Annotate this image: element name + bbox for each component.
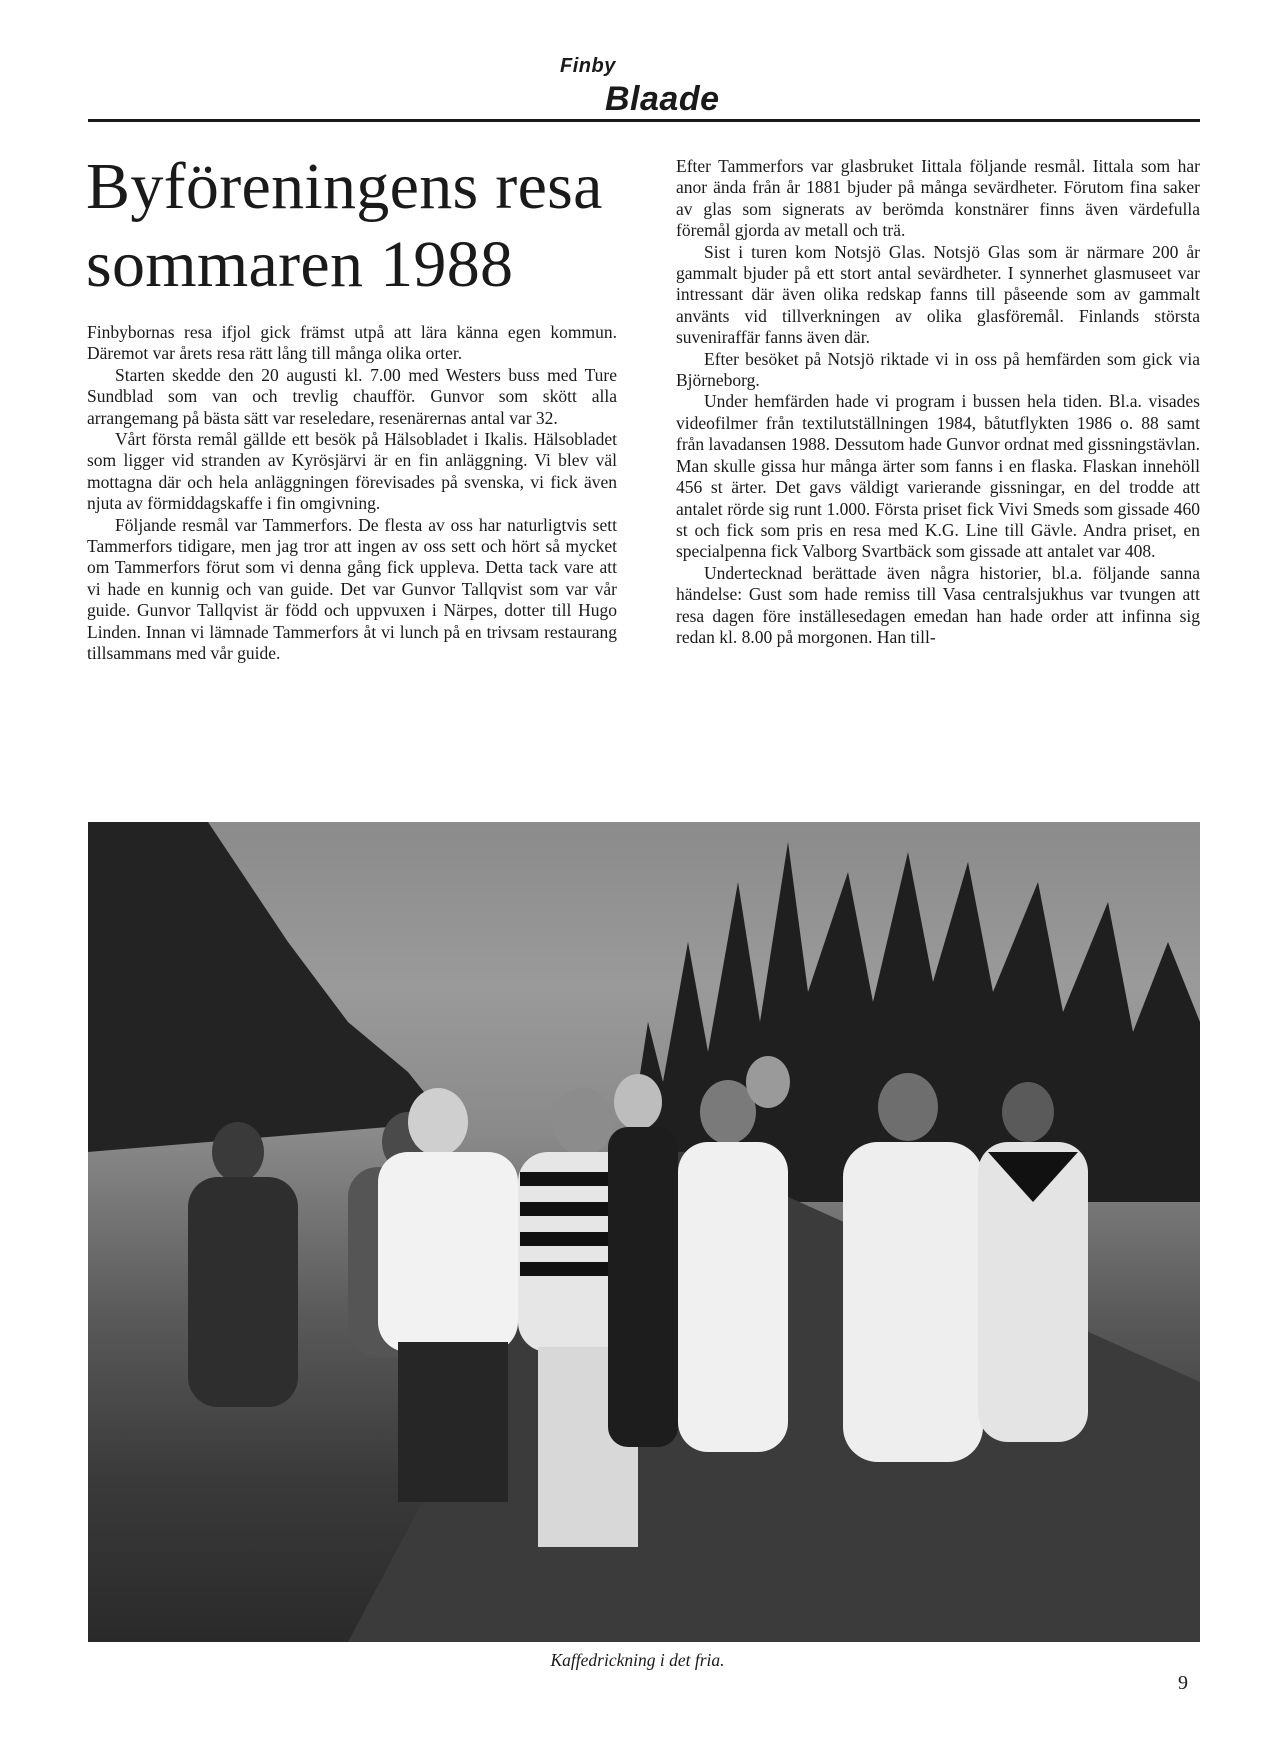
paragraph: Undertecknad berättade även några historier, bl.a. följande sanna händelse: Gust som hade remiss till Vasa centralsjukhus var tvungen att resa dagen före inställesedagen emedan han hade order att infinna sig redan kl. 8.00 på morgonen. Han till- — [676, 562, 1200, 647]
paragraph: Följande resmål var Tammerfors. De flesta av oss har naturligtvis sett Tammerfors tidigare, men jag tror att ingen av oss sett och hört så mycket om Tammerfors förut som vi denna gång fick uppleva. Detta tack vare att vi hade en kunnig och van guide. Det var Gunvor Tallqvist som var vår guide. Gunvor Tallqvist är född och uppvuxen i Närpes, dotter till Hugo Linden. Innan vi lämnade Tammerfors åt vi lunch på en trivsam restaurang tillsammans med vår guide. — [87, 514, 617, 664]
paragraph: Sist i turen kom Notsjö Glas. Notsjö Glas som är närmare 200 år gammalt bjuder på ett stort antal sevärdheter. I synnerhet glasmuseet var intressant där även olika redskap fanns till påseende som av gammalt använts vid tillverkningen av olika glasföremål. Finlands största suveniraffär fanns även där. — [676, 241, 1200, 348]
left-forest — [88, 822, 448, 1152]
title-line-1: Byföreningens resa — [86, 150, 603, 223]
paragraph: Vårt första remål gällde ett besök på Hälsobladet i Ikalis. Hälsobladet som ligger vid stranden av Kyrösjärvi är en fin anläggning. Vi blev väl mottagna där och hela anläggningen förevisades på svenska, vi fick även njuta av förmiddagskaffe i fin omgivning. — [87, 429, 617, 514]
photo-caption: Kaffedrickning i det fria. — [550, 1650, 725, 1670]
photo-illustration — [88, 822, 1200, 1642]
masthead-finby: Finby — [560, 55, 616, 77]
article-column-right — [676, 156, 1200, 648]
group-photo — [88, 822, 1200, 1642]
paragraph: Efter besöket på Notsjö riktade vi in oss på hemfärden som gick via Björneborg. — [676, 348, 1200, 391]
paragraph: Efter Tammerfors var glasbruket Iittala följande resmål. Iittala som har anor ända från år 1881 bjuder på många sevärdheter. Förutom fina saker av glas som signerats av berömda konstnärer finns även värdefulla föremål gjorda av metall och trä. — [676, 156, 1200, 241]
article-title — [86, 148, 646, 304]
article-column-left — [87, 322, 617, 665]
page-number: 9 — [1178, 1672, 1188, 1694]
paragraph: Starten skedde den 20 augusti kl. 7.00 med Westers buss med Ture Sundblad som van och trevlig chaufför. Gunvor som skött alla arrangemang på bästa sätt var reseledare, resenärernas antal var 32. — [87, 364, 617, 428]
title-line-2: sommaren 1988 — [86, 228, 514, 301]
paragraph: Under hemfärden hade vi program i bussen hela tiden. Bl.a. visades videofilmer från textilutställningen 1984, båtutflykten 1986 o. 88 samt från lavadansen 1988. Dessutom hade Gunvor ordnat med gissningstävlan. Man skulle gissa hur många ärter som fanns i en flaska. Flaskan innehöll 456 st ärter. Det gavs väldigt varierande gissningar, en del trodde att antalet rörde sig runt 1.000. Första priset fick Vivi Smeds som gissade 460 st och fick som pris en resa med K.G. Line till Gävle. Andra priset, en specialpenna fick Valborg Svartbäck som gissade att antalet var 408. — [676, 391, 1200, 562]
header-rule — [88, 119, 1200, 122]
paragraph: Finbybornas resa ifjol gick främst utpå att lära känna egen kommun. Däremot var årets resa rätt lång till många olika orter. — [87, 322, 617, 364]
masthead — [0, 0, 1275, 130]
masthead-blaade: Blaade — [605, 80, 720, 118]
